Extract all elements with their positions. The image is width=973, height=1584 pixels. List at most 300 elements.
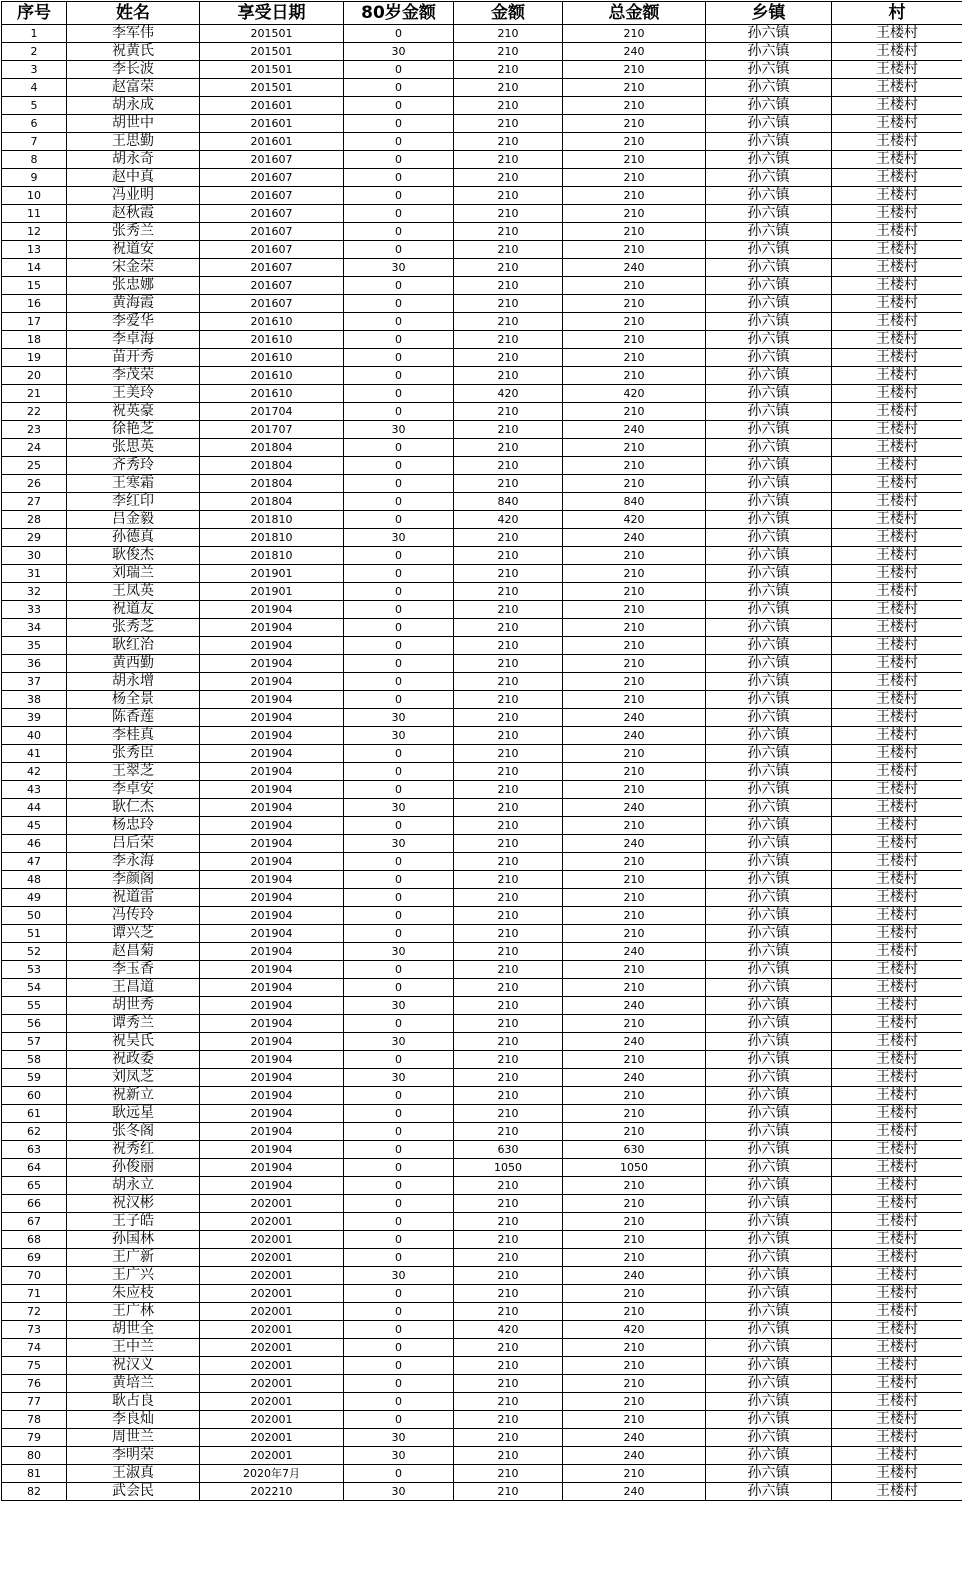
village-cell[interactable]: 王楼村	[832, 277, 963, 295]
village-cell[interactable]: 王楼村	[832, 1087, 963, 1105]
total-cell[interactable]: 210	[563, 1015, 706, 1033]
date-cell[interactable]: 201607	[200, 223, 344, 241]
amount-cell[interactable]: 210	[454, 655, 563, 673]
village-cell[interactable]: 王楼村	[832, 1069, 963, 1087]
village-cell[interactable]: 王楼村	[832, 331, 963, 349]
index-cell[interactable]: 68	[2, 1231, 67, 1249]
amount-80-cell[interactable]: 0	[344, 349, 454, 367]
name-cell[interactable]: 冯传玲	[67, 907, 200, 925]
index-cell[interactable]: 52	[2, 943, 67, 961]
amount-cell[interactable]: 210	[454, 331, 563, 349]
total-cell[interactable]: 240	[563, 43, 706, 61]
town-cell[interactable]: 孙六镇	[706, 43, 832, 61]
amount-cell[interactable]: 210	[454, 637, 563, 655]
name-cell[interactable]: 胡世中	[67, 115, 200, 133]
index-cell[interactable]: 11	[2, 205, 67, 223]
total-cell[interactable]: 210	[563, 115, 706, 133]
date-cell[interactable]: 201501	[200, 61, 344, 79]
total-cell[interactable]: 210	[563, 475, 706, 493]
date-cell[interactable]: 201810	[200, 547, 344, 565]
index-cell[interactable]: 64	[2, 1159, 67, 1177]
amount-80-cell[interactable]: 0	[344, 205, 454, 223]
index-cell[interactable]: 36	[2, 655, 67, 673]
total-cell[interactable]: 210	[563, 61, 706, 79]
total-cell[interactable]: 240	[563, 1069, 706, 1087]
name-cell[interactable]: 耿红治	[67, 637, 200, 655]
village-cell[interactable]: 王楼村	[832, 385, 963, 403]
town-cell[interactable]: 孙六镇	[706, 1429, 832, 1447]
total-cell[interactable]: 210	[563, 367, 706, 385]
index-cell[interactable]: 9	[2, 169, 67, 187]
name-cell[interactable]: 李卓海	[67, 331, 200, 349]
name-cell[interactable]: 陈香莲	[67, 709, 200, 727]
village-cell[interactable]: 王楼村	[832, 1267, 963, 1285]
amount-cell[interactable]: 210	[454, 151, 563, 169]
village-cell[interactable]: 王楼村	[832, 169, 963, 187]
date-cell[interactable]: 201904	[200, 871, 344, 889]
town-cell[interactable]: 孙六镇	[706, 1285, 832, 1303]
town-cell[interactable]: 孙六镇	[706, 421, 832, 439]
town-cell[interactable]: 孙六镇	[706, 1069, 832, 1087]
name-cell[interactable]: 祝道雷	[67, 889, 200, 907]
index-cell[interactable]: 4	[2, 79, 67, 97]
town-cell[interactable]: 孙六镇	[706, 799, 832, 817]
amount-80-cell[interactable]: 0	[344, 241, 454, 259]
name-cell[interactable]: 李军伟	[67, 25, 200, 43]
total-cell[interactable]: 840	[563, 493, 706, 511]
name-cell[interactable]: 赵秋霞	[67, 205, 200, 223]
name-cell[interactable]: 刘瑞兰	[67, 565, 200, 583]
town-cell[interactable]: 孙六镇	[706, 475, 832, 493]
total-cell[interactable]: 240	[563, 259, 706, 277]
town-cell[interactable]: 孙六镇	[706, 565, 832, 583]
date-cell[interactable]: 201904	[200, 1051, 344, 1069]
index-cell[interactable]: 80	[2, 1447, 67, 1465]
amount-cell[interactable]: 210	[454, 583, 563, 601]
amount-cell[interactable]: 210	[454, 1015, 563, 1033]
total-cell[interactable]: 210	[563, 781, 706, 799]
amount-cell[interactable]: 210	[454, 421, 563, 439]
total-cell[interactable]: 240	[563, 1447, 706, 1465]
amount-cell[interactable]: 210	[454, 619, 563, 637]
name-cell[interactable]: 胡世秀	[67, 997, 200, 1015]
index-cell[interactable]: 45	[2, 817, 67, 835]
town-cell[interactable]: 孙六镇	[706, 1249, 832, 1267]
town-cell[interactable]: 孙六镇	[706, 619, 832, 637]
amount-cell[interactable]: 210	[454, 259, 563, 277]
date-cell[interactable]: 201904	[200, 637, 344, 655]
total-cell[interactable]: 210	[563, 187, 706, 205]
town-cell[interactable]: 孙六镇	[706, 1015, 832, 1033]
name-cell[interactable]: 张秀芝	[67, 619, 200, 637]
village-cell[interactable]: 王楼村	[832, 1249, 963, 1267]
date-cell[interactable]: 202001	[200, 1213, 344, 1231]
name-cell[interactable]: 黄西勤	[67, 655, 200, 673]
amount-80-cell[interactable]: 0	[344, 871, 454, 889]
amount-cell[interactable]: 210	[454, 1429, 563, 1447]
index-cell[interactable]: 15	[2, 277, 67, 295]
village-cell[interactable]: 王楼村	[832, 1357, 963, 1375]
index-cell[interactable]: 20	[2, 367, 67, 385]
town-cell[interactable]: 孙六镇	[706, 97, 832, 115]
town-cell[interactable]: 孙六镇	[706, 223, 832, 241]
date-cell[interactable]: 201804	[200, 475, 344, 493]
index-cell[interactable]: 31	[2, 565, 67, 583]
amount-80-cell[interactable]: 0	[344, 493, 454, 511]
name-cell[interactable]: 徐艳芝	[67, 421, 200, 439]
town-cell[interactable]: 孙六镇	[706, 1357, 832, 1375]
index-cell[interactable]: 60	[2, 1087, 67, 1105]
village-cell[interactable]: 王楼村	[832, 223, 963, 241]
total-cell[interactable]: 240	[563, 835, 706, 853]
town-cell[interactable]: 孙六镇	[706, 907, 832, 925]
date-cell[interactable]: 201601	[200, 133, 344, 151]
total-cell[interactable]: 210	[563, 295, 706, 313]
total-cell[interactable]: 630	[563, 1141, 706, 1159]
total-cell[interactable]: 210	[563, 169, 706, 187]
total-cell[interactable]: 210	[563, 763, 706, 781]
total-cell[interactable]: 240	[563, 709, 706, 727]
amount-cell[interactable]: 630	[454, 1141, 563, 1159]
total-cell[interactable]: 210	[563, 1249, 706, 1267]
town-cell[interactable]: 孙六镇	[706, 187, 832, 205]
amount-cell[interactable]: 210	[454, 817, 563, 835]
amount-80-cell[interactable]: 0	[344, 133, 454, 151]
village-cell[interactable]: 王楼村	[832, 691, 963, 709]
total-cell[interactable]: 210	[563, 673, 706, 691]
amount-cell[interactable]: 210	[454, 1195, 563, 1213]
index-cell[interactable]: 21	[2, 385, 67, 403]
index-cell[interactable]: 51	[2, 925, 67, 943]
amount-cell[interactable]: 210	[454, 997, 563, 1015]
amount-cell[interactable]: 210	[454, 457, 563, 475]
date-cell[interactable]: 201904	[200, 907, 344, 925]
date-cell[interactable]: 202001	[200, 1303, 344, 1321]
name-cell[interactable]: 祝新立	[67, 1087, 200, 1105]
amount-cell[interactable]: 210	[454, 1213, 563, 1231]
total-cell[interactable]: 240	[563, 1429, 706, 1447]
date-cell[interactable]: 201904	[200, 709, 344, 727]
amount-80-cell[interactable]: 0	[344, 1411, 454, 1429]
index-cell[interactable]: 26	[2, 475, 67, 493]
name-cell[interactable]: 王凤英	[67, 583, 200, 601]
amount-cell[interactable]: 210	[454, 241, 563, 259]
total-cell[interactable]: 240	[563, 1483, 706, 1501]
amount-80-cell[interactable]: 30	[344, 259, 454, 277]
amount-80-cell[interactable]: 30	[344, 421, 454, 439]
date-cell[interactable]: 201904	[200, 1069, 344, 1087]
amount-80-cell[interactable]: 0	[344, 313, 454, 331]
village-cell[interactable]: 王楼村	[832, 979, 963, 997]
town-cell[interactable]: 孙六镇	[706, 241, 832, 259]
date-cell[interactable]: 202001	[200, 1285, 344, 1303]
index-cell[interactable]: 33	[2, 601, 67, 619]
date-cell[interactable]: 202001	[200, 1321, 344, 1339]
date-cell[interactable]: 201610	[200, 385, 344, 403]
amount-cell[interactable]: 210	[454, 205, 563, 223]
header-total[interactable]: 总金额	[563, 2, 706, 25]
town-cell[interactable]: 孙六镇	[706, 853, 832, 871]
amount-cell[interactable]: 210	[454, 1447, 563, 1465]
amount-80-cell[interactable]: 0	[344, 817, 454, 835]
amount-cell[interactable]: 210	[454, 1231, 563, 1249]
index-cell[interactable]: 65	[2, 1177, 67, 1195]
total-cell[interactable]: 240	[563, 1033, 706, 1051]
amount-cell[interactable]: 210	[454, 745, 563, 763]
town-cell[interactable]: 孙六镇	[706, 1465, 832, 1483]
village-cell[interactable]: 王楼村	[832, 1123, 963, 1141]
amount-cell[interactable]: 210	[454, 1303, 563, 1321]
date-cell[interactable]: 2020年7月	[200, 1465, 344, 1483]
village-cell[interactable]: 王楼村	[832, 961, 963, 979]
village-cell[interactable]: 王楼村	[832, 1321, 963, 1339]
town-cell[interactable]: 孙六镇	[706, 1105, 832, 1123]
town-cell[interactable]: 孙六镇	[706, 1447, 832, 1465]
village-cell[interactable]: 王楼村	[832, 1015, 963, 1033]
town-cell[interactable]: 孙六镇	[706, 1303, 832, 1321]
amount-cell[interactable]: 210	[454, 1267, 563, 1285]
amount-80-cell[interactable]: 0	[344, 1375, 454, 1393]
name-cell[interactable]: 李桂真	[67, 727, 200, 745]
amount-80-cell[interactable]: 0	[344, 1087, 454, 1105]
index-cell[interactable]: 38	[2, 691, 67, 709]
town-cell[interactable]: 孙六镇	[706, 1375, 832, 1393]
name-cell[interactable]: 冯业明	[67, 187, 200, 205]
date-cell[interactable]: 202001	[200, 1339, 344, 1357]
name-cell[interactable]: 黄海霞	[67, 295, 200, 313]
amount-cell[interactable]: 210	[454, 1123, 563, 1141]
date-cell[interactable]: 201904	[200, 745, 344, 763]
date-cell[interactable]: 202001	[200, 1429, 344, 1447]
total-cell[interactable]: 210	[563, 889, 706, 907]
name-cell[interactable]: 孙国林	[67, 1231, 200, 1249]
town-cell[interactable]: 孙六镇	[706, 1195, 832, 1213]
total-cell[interactable]: 210	[563, 961, 706, 979]
total-cell[interactable]: 210	[563, 1465, 706, 1483]
index-cell[interactable]: 39	[2, 709, 67, 727]
amount-cell[interactable]: 210	[454, 727, 563, 745]
name-cell[interactable]: 祝政委	[67, 1051, 200, 1069]
village-cell[interactable]: 王楼村	[832, 115, 963, 133]
total-cell[interactable]: 210	[563, 601, 706, 619]
amount-cell[interactable]: 210	[454, 907, 563, 925]
amount-cell[interactable]: 210	[454, 871, 563, 889]
amount-80-cell[interactable]: 0	[344, 61, 454, 79]
amount-cell[interactable]: 210	[454, 691, 563, 709]
village-cell[interactable]: 王楼村	[832, 1195, 963, 1213]
village-cell[interactable]: 王楼村	[832, 457, 963, 475]
name-cell[interactable]: 张秀臣	[67, 745, 200, 763]
amount-80-cell[interactable]: 0	[344, 1015, 454, 1033]
date-cell[interactable]: 201904	[200, 817, 344, 835]
village-cell[interactable]: 王楼村	[832, 997, 963, 1015]
name-cell[interactable]: 祝吴氏	[67, 1033, 200, 1051]
amount-80-cell[interactable]: 0	[344, 331, 454, 349]
amount-80-cell[interactable]: 0	[344, 1231, 454, 1249]
town-cell[interactable]: 孙六镇	[706, 133, 832, 151]
total-cell[interactable]: 210	[563, 1105, 706, 1123]
index-cell[interactable]: 43	[2, 781, 67, 799]
date-cell[interactable]: 201704	[200, 403, 344, 421]
name-cell[interactable]: 孙俊丽	[67, 1159, 200, 1177]
date-cell[interactable]: 201501	[200, 25, 344, 43]
village-cell[interactable]: 王楼村	[832, 1033, 963, 1051]
date-cell[interactable]: 201904	[200, 979, 344, 997]
index-cell[interactable]: 81	[2, 1465, 67, 1483]
amount-cell[interactable]: 210	[454, 169, 563, 187]
village-cell[interactable]: 王楼村	[832, 475, 963, 493]
amount-cell[interactable]: 210	[454, 1375, 563, 1393]
amount-cell[interactable]: 210	[454, 943, 563, 961]
date-cell[interactable]: 202001	[200, 1267, 344, 1285]
index-cell[interactable]: 42	[2, 763, 67, 781]
village-cell[interactable]: 王楼村	[832, 187, 963, 205]
date-cell[interactable]: 201904	[200, 673, 344, 691]
town-cell[interactable]: 孙六镇	[706, 295, 832, 313]
date-cell[interactable]: 201904	[200, 1033, 344, 1051]
name-cell[interactable]: 武会民	[67, 1483, 200, 1501]
amount-cell[interactable]: 210	[454, 1069, 563, 1087]
amount-cell[interactable]: 210	[454, 97, 563, 115]
amount-cell[interactable]: 210	[454, 1465, 563, 1483]
index-cell[interactable]: 29	[2, 529, 67, 547]
village-cell[interactable]: 王楼村	[832, 133, 963, 151]
index-cell[interactable]: 34	[2, 619, 67, 637]
total-cell[interactable]: 210	[563, 565, 706, 583]
name-cell[interactable]: 王淑真	[67, 1465, 200, 1483]
town-cell[interactable]: 孙六镇	[706, 925, 832, 943]
town-cell[interactable]: 孙六镇	[706, 979, 832, 997]
name-cell[interactable]: 王子皓	[67, 1213, 200, 1231]
name-cell[interactable]: 谭兴芝	[67, 925, 200, 943]
date-cell[interactable]: 201904	[200, 1141, 344, 1159]
amount-cell[interactable]: 210	[454, 1087, 563, 1105]
header-amount[interactable]: 金额	[454, 2, 563, 25]
village-cell[interactable]: 王楼村	[832, 799, 963, 817]
total-cell[interactable]: 240	[563, 529, 706, 547]
index-cell[interactable]: 24	[2, 439, 67, 457]
amount-cell[interactable]: 210	[454, 529, 563, 547]
amount-cell[interactable]: 210	[454, 1339, 563, 1357]
village-cell[interactable]: 王楼村	[832, 439, 963, 457]
amount-cell[interactable]: 210	[454, 565, 563, 583]
town-cell[interactable]: 孙六镇	[706, 1411, 832, 1429]
village-cell[interactable]: 王楼村	[832, 493, 963, 511]
date-cell[interactable]: 201610	[200, 349, 344, 367]
amount-cell[interactable]: 210	[454, 925, 563, 943]
village-cell[interactable]: 王楼村	[832, 367, 963, 385]
village-cell[interactable]: 王楼村	[832, 1285, 963, 1303]
index-cell[interactable]: 8	[2, 151, 67, 169]
village-cell[interactable]: 王楼村	[832, 349, 963, 367]
date-cell[interactable]: 201610	[200, 331, 344, 349]
index-cell[interactable]: 67	[2, 1213, 67, 1231]
date-cell[interactable]: 201610	[200, 313, 344, 331]
name-cell[interactable]: 苗开秀	[67, 349, 200, 367]
index-cell[interactable]: 7	[2, 133, 67, 151]
date-cell[interactable]: 201904	[200, 619, 344, 637]
date-cell[interactable]: 201607	[200, 277, 344, 295]
total-cell[interactable]: 210	[563, 1087, 706, 1105]
village-cell[interactable]: 王楼村	[832, 1177, 963, 1195]
town-cell[interactable]: 孙六镇	[706, 511, 832, 529]
total-cell[interactable]: 210	[563, 241, 706, 259]
total-cell[interactable]: 210	[563, 1195, 706, 1213]
header-town[interactable]: 乡镇	[706, 2, 832, 25]
date-cell[interactable]: 201501	[200, 43, 344, 61]
amount-80-cell[interactable]: 0	[344, 601, 454, 619]
amount-cell[interactable]: 210	[454, 133, 563, 151]
amount-80-cell[interactable]: 0	[344, 223, 454, 241]
amount-80-cell[interactable]: 0	[344, 889, 454, 907]
name-cell[interactable]: 朱应枝	[67, 1285, 200, 1303]
village-cell[interactable]: 王楼村	[832, 1051, 963, 1069]
town-cell[interactable]: 孙六镇	[706, 583, 832, 601]
town-cell[interactable]: 孙六镇	[706, 115, 832, 133]
date-cell[interactable]: 201904	[200, 1087, 344, 1105]
town-cell[interactable]: 孙六镇	[706, 709, 832, 727]
date-cell[interactable]: 201904	[200, 1015, 344, 1033]
village-cell[interactable]: 王楼村	[832, 421, 963, 439]
date-cell[interactable]: 201501	[200, 79, 344, 97]
date-cell[interactable]: 201904	[200, 853, 344, 871]
name-cell[interactable]: 杨忠玲	[67, 817, 200, 835]
village-cell[interactable]: 王楼村	[832, 1447, 963, 1465]
name-cell[interactable]: 张秀兰	[67, 223, 200, 241]
index-cell[interactable]: 14	[2, 259, 67, 277]
amount-80-cell[interactable]: 0	[344, 1213, 454, 1231]
town-cell[interactable]: 孙六镇	[706, 169, 832, 187]
amount-80-cell[interactable]: 0	[344, 169, 454, 187]
town-cell[interactable]: 孙六镇	[706, 1159, 832, 1177]
amount-80-cell[interactable]: 0	[344, 79, 454, 97]
amount-cell[interactable]: 210	[454, 187, 563, 205]
amount-80-cell[interactable]: 0	[344, 925, 454, 943]
name-cell[interactable]: 耿仁杰	[67, 799, 200, 817]
index-cell[interactable]: 37	[2, 673, 67, 691]
amount-80-cell[interactable]: 30	[344, 1069, 454, 1087]
name-cell[interactable]: 刘凤芝	[67, 1069, 200, 1087]
total-cell[interactable]: 210	[563, 133, 706, 151]
amount-80-cell[interactable]: 0	[344, 1105, 454, 1123]
amount-80-cell[interactable]: 0	[344, 187, 454, 205]
amount-cell[interactable]: 210	[454, 601, 563, 619]
village-cell[interactable]: 王楼村	[832, 853, 963, 871]
village-cell[interactable]: 王楼村	[832, 637, 963, 655]
amount-80-cell[interactable]: 0	[344, 439, 454, 457]
index-cell[interactable]: 18	[2, 331, 67, 349]
village-cell[interactable]: 王楼村	[832, 547, 963, 565]
header-index[interactable]: 序号	[2, 2, 67, 25]
village-cell[interactable]: 王楼村	[832, 835, 963, 853]
village-cell[interactable]: 王楼村	[832, 43, 963, 61]
name-cell[interactable]: 李颜阁	[67, 871, 200, 889]
amount-80-cell[interactable]: 0	[344, 1195, 454, 1213]
total-cell[interactable]: 210	[563, 745, 706, 763]
total-cell[interactable]: 210	[563, 205, 706, 223]
town-cell[interactable]: 孙六镇	[706, 313, 832, 331]
total-cell[interactable]: 210	[563, 1051, 706, 1069]
index-cell[interactable]: 30	[2, 547, 67, 565]
amount-80-cell[interactable]: 0	[344, 457, 454, 475]
name-cell[interactable]: 祝道友	[67, 601, 200, 619]
amount-80-cell[interactable]: 30	[344, 1447, 454, 1465]
date-cell[interactable]: 201904	[200, 943, 344, 961]
town-cell[interactable]: 孙六镇	[706, 457, 832, 475]
date-cell[interactable]: 202001	[200, 1393, 344, 1411]
name-cell[interactable]: 黄培兰	[67, 1375, 200, 1393]
village-cell[interactable]: 王楼村	[832, 907, 963, 925]
